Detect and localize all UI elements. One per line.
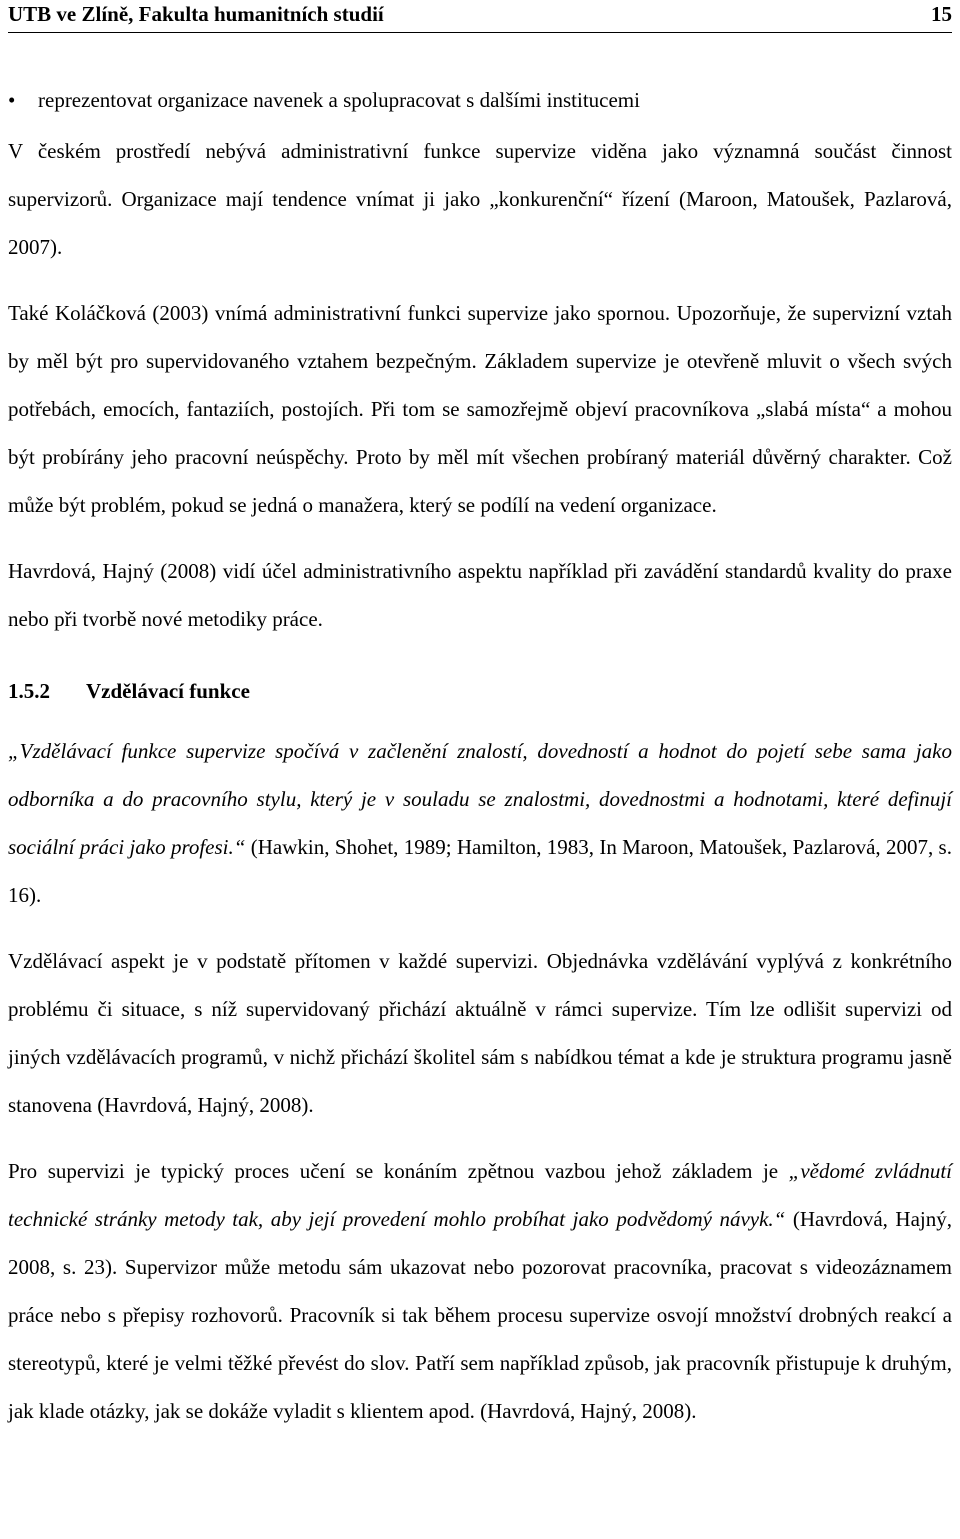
bullet-marker: • (8, 88, 16, 112)
paragraph-6-intro: Pro supervizi je typický proces učení se konáním zpětnou vazbou jehož základem je (8, 1159, 789, 1183)
page-header (8, 0, 952, 33)
section-heading (8, 667, 952, 715)
quote-text: „Vzdělávací funkce supervize spočívá v začlenění znalostí, dovedností a hodnot do pojetí sebe sama jako odborníka a do pracovního stylu, který je v souladu se znalostmi, dovednostmi a hodnotami, které definují sociální práci jako profesi.“ (8, 739, 952, 859)
section-number: 1.5.2 (8, 679, 50, 703)
paragraph-6-quote: „vědomé zvládnutí technické stránky metody tak, aby její provedení mohlo probíhat jako podvědomý návyk.“ (8, 1159, 952, 1231)
bullet-text: reprezentovat organizace navenek a spolupracovat s dalšími institucemi (38, 88, 640, 112)
section-title: Vzdělávací funkce (86, 679, 250, 703)
paragraph-6-rest: (Havrdová, Hajný, 2008, s. 23). Supervizor může metodu sám ukazovat nebo pozorovat pracovníka, pracovat s videozáznamem práce nebo s přepisy rozhovorů. Pracovník si tak během procesu supervize osvojí množství drobných reakcí a stereotypů, které je velmi těžké převést do slov. Patří sem například způsob, jak pracovník přistupuje k druhým, jak klade otázky, jak se dokáže vyladit s klientem apod. (Havrdová, Hajný, 2008). (8, 1207, 952, 1423)
paragraph-1: V českém prostředí nebývá administrativní funkce supervize viděna jako významná součást činnost supervizorů. Organizace mají tendence vnímat ji jako „konkurenční“ řízení (Maroon, Matoušek, Pazlarová, 2007). (8, 139, 952, 259)
quote-citation: (Hawkin, Shohet, 1989; Hamilton, 1983, In Maroon, Matoušek, Pazlarová, 2007, s. 16). (8, 835, 952, 907)
paragraph-4 (8, 727, 952, 919)
paragraph-6 (8, 1147, 952, 1435)
paragraph-2: Také Koláčková (2003) vnímá administrativní funkci supervize jako spornou. Upozorňuje, že supervizní vztah by měl být pro supervidovaného vztahem bezpečným. Základem supervize je otevřeně mluvit o všech svých potřebách, emocích, fantaziích, postojích. Při tom se samozřejmě objeví pracovníkova „slabá místa“ a mohou být probírány jeho pracovní neúspěchy. Proto by měl mít všechen probíraný materiál důvěrný charakter. Což může být problém, pokud se jedná o manažera, který se podílí na vedení organizace. (8, 301, 952, 517)
document-body (8, 76, 952, 1435)
bullet-list-item (8, 76, 952, 124)
paragraph-3: Havrdová, Hajný (2008) vidí účel administrativního aspektu například při zavádění standardů kvality do praxe nebo při tvorbě nové metodiky práce. (8, 559, 952, 631)
page-number: 15 (931, 2, 952, 26)
header-title: UTB ve Zlíně, Fakulta humanitních studií (8, 2, 384, 26)
paragraph-5: Vzdělávací aspekt je v podstatě přítomen v každé supervizi. Objednávka vzdělávání vyplývá z konkrétního problému či situace, s níž supervidovaný přichází aktuálně v rámci supervize. Tím lze odlišit supervizi od jiných vzdělávacích programů, v nichž přichází školitel sám s nabídkou témat a kde je struktura programu jasně stanovena (Havrdová, Hajný, 2008). (8, 949, 952, 1117)
